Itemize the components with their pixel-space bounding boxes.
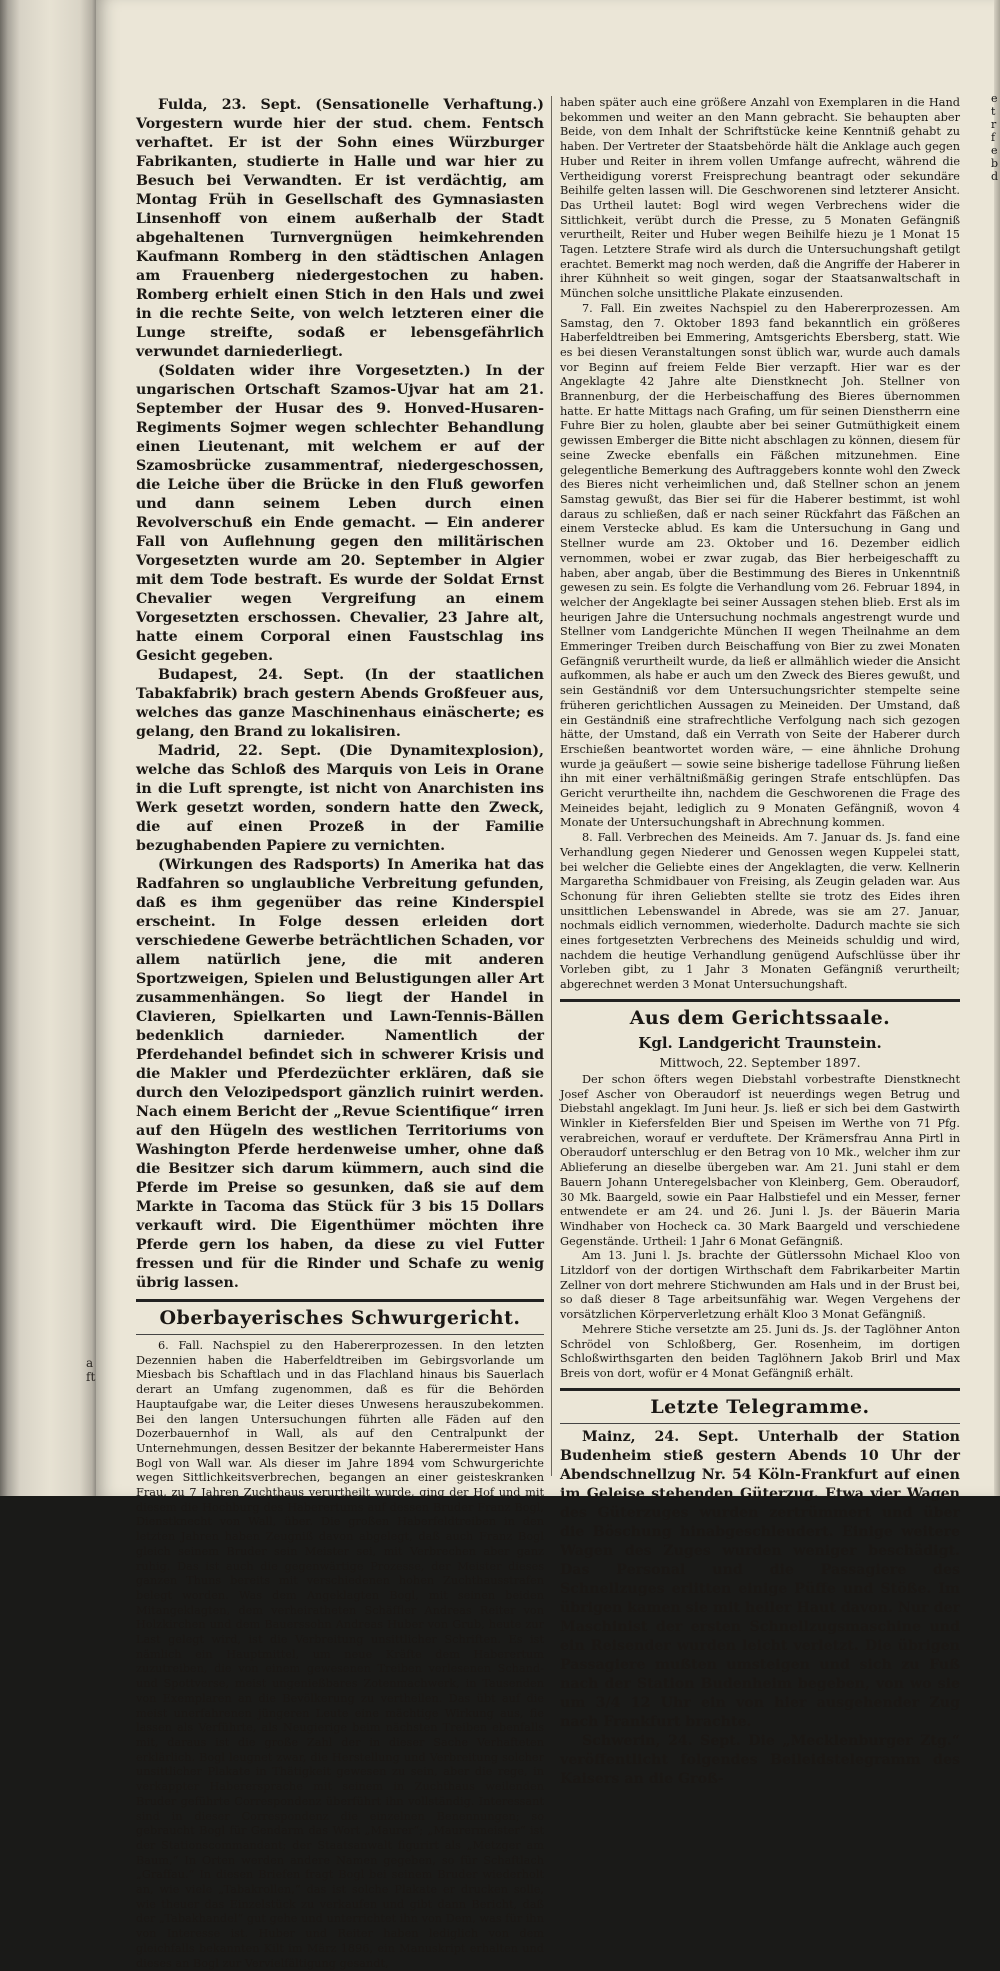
court-subtitle: Kgl. Landgericht Traunstein. — [638, 1033, 882, 1052]
binding-gutter — [0, 0, 96, 1496]
schwurgericht-continuation — [560, 96, 960, 993]
section-divider — [136, 1299, 544, 1302]
case-8-text: 8. Fall. Verbrechen des Meineids. Am 7. Januar ds. Js. fand eine Verhandlung gegen Niederer und Genossen wegen Kuppelei statt, bei welcher die Geliebte eines der Angeklagten, die verw. Kellnerin Margaretha Schmidbauer von Freising, als Zeugin geladen war. Aus Schonung für ihren Geliebten stellte sie trotz des Eides ihren unsittlichen Lebenswandel in Abrede, was sie am 27. Januar, nochmals eidlich vernommen, wiederholte. Dadurch machte sie sich eines fortgesetzten Verbrechens des Meineids schuldig und wird, nachdem die heutige Verhandlung genügend Aufschlüsse über ihr Vorleben gibt, zu 1 Jahr 3 Monaten Gefängniß verurtheilt; abgerechnet werden 3 Monat Untersuchungshaft. — [560, 831, 960, 992]
news-item-radsport: (Wirkungen des Radsports) In Amerika hat das Radfahren so unglaubliche Verbreitung gefunden, daß es ihm gegenüber das reine Kinderspiel erscheint. In Folge dessen erleiden dort verschiedene Gewerbe beträchtlichen Schaden, vor allem natürlich jene, die mit anderen Sportzweigen, Spielen und Belustigungen aller Art zusammenhängen. So liegt der Handel in Clavieren, Spielkarten und Lawn-Tennis-Bällen bedenklich darnieder. Namentlich der Pferdehandel befindet sich in schwerer Krisis und die Makler und Pferdezüchter erklären, daß sie durch den Velozipedsport gänzlich ruinirt werden. Nach einem Bericht der „Revue Scientifique“ irren auf den Hügeln des westlichen Territoriums von Washington Pferde herdenweise umher, ohne daß die Besitzer sich darum kümmern, auch sind die Pferde im Preise so gesunken, daß sie auf dem Markte in Tacoma das Stück für 3 bis 15 Dollars verkauft wird. Die Eigenthümer möchten ihre Pferde gern los haben, da diese zu viel Futter fressen und für die Rinder und Schafe zu wenig übrig lassen. — [136, 857, 544, 1291]
telegram-items — [560, 1428, 960, 1789]
section-title-telegramme: Letzte Telegramme. — [650, 1395, 870, 1418]
case-6-text: 6. Fall. Nachspiel zu den Habererprozessen. In den letzten Dezennien haben die Haberfeldtreiben im Gebirgsvorlande um Miesbach bis Schaftlach und in das Flachland hinaus bis Sauerlach derart an Umfang zugenommen, daß es für die Behörden Hauptaufgabe war, die Leiter dieses Unwesens herauszubekommen. Bei den langen Untersuchungen führten alle Fäden auf den Dozerbauernhof in Wall, als auf den Centralpunkt der Unternehmungen, dessen Besitzer der bekannte Haberermeister Hans Bogl von Wall war. Als dieser im Jahre 1894 vom Schwurgerichte wegen Sittlichkeitsverbrechen, begangen an einer geisteskranken Frau, zu 7 Jahren Zuchthaus verurtheilt wurde, ging der Hof und mit diesem die Hochburg des Haberertums auf dessen Bruder Franz Bogl, Dienstknecht von Wall, über. Die großen Haberfeldtreiben in den letzten Jahren haben Zeugniß davon abgelegt, daß auch Franz Bogl gleich seinem Bruder sein Meister sei, mit Verbrechen aber ganz ruhig. Das ist auch die gegenwärtige Prozesse, der Meister dieses ganzen Thuns bereits mit verschiedenen hohen Zuchthausstrafen belegt worden. Was dem Angeklagten Bogl, mit seinen beiden Mitangeklagten, dem verheiratheten Schäffler Andreas Reiter von Holzkirchen und dem Bauerssohn Andreas Huber von Grub, heute zur Last gelegt wird, ist die Verbreitung unsittlicher Schriften. Es ist nämlich ein Hauptmittel, um neue Kräfte dem Haberertum zuzutreiben, die von einem gewesenen Treiben verlesenen Schand- und Spottverse, meist ungenießbares Zotenmachwerk, in Tausenden von Exemplaren an die Bevölkerung zu vertheilen. Das übt auf die meist unerfahrenen jüngeren Leute eine mächtige Wirkung aus, fie lassen als Verführte, als Neugierige beim nächsten Treiben ebenfalls mit, daraus ist die große Zahl der in dieser Sache Verhafteten erklärlich. Bogl leugnet zwar, die Herstellung und Verbreitung solcher unsittlicher Plakate in Thätigkeit gewesen zu sein, aber die rege, in verkappter Haberersprache mit seinem in Zuchthaus weilenden Bruder geführte Correspondenz überführt ihn vollständig. Interessant sind in dieser Correspondenz die einzelnen Benennungen; so gebraucht Bogl für Gendarm das Wort „Maurer“; „Maurermeister“ ist der Stationscommandant; der Staatsanwalt figurirt als „Metzger am Baum,“ In Orten werden andere Namen gegeben, so für Schaftlach „Graffau.“ In diesen Briefen fragt Bogl bei seinem Bruder wiederholt an, wie viele „Tabakrollen,“ das ist solche Plakate er drucken solle, wie theuer das Einzelstück zu verkaufen und gibt dann Bericht, daß der „Tabakhandel“ gut gehe und unterrichtet ihn von Dem, was für ihn von Interesse ist. Huber und Reiter haben lediglich von dem gleichfalls bekannten Kilt im März 1896, ein Manuskript erhalten und dieses an Bogl zur Vervielfältigung gesandt, — [136, 1339, 544, 1970]
right-column — [560, 96, 960, 1789]
left-column — [136, 96, 544, 1971]
section-divider — [560, 1388, 960, 1391]
news-item-madrid: Madrid, 22. Sept. (Die Dynamitexplosion), welche das Schloß des Marquis von Leis in Orane in die Luft sprengte, ist nicht von Anarchisten ins Werk gesetzt worden, sondern hatte den Zweck, die auf einen Prozeß in der Familie bezughabenden Papiere zu vernichten. — [136, 743, 544, 854]
newspaper-page — [96, 0, 1000, 1970]
court-item: Der schon öfters wegen Diebstahl vorbestrafte Dienstknecht Josef Ascher von Oberaudorf ist neuerdings wegen Betrug und Diebstahl angeklagt. Im Juni heur. Js. ließ er sich bei dem Gastwirth Winkler in Kiefersfelden Bier und Speisen im Werthe von 71 Pfg. verabreichen, worauf er verduftete. Der Krämersfrau Anna Pirtl in Oberaudorf unterschlug er den Betrag von 10 Mk., welcher ihm zur Ablieferung an dieselbe übergeben war. Am 21. Juni stahl er dem Bauern Johann Unteregelsbacher von Kleinberg, Gem. Oberaudorf, 30 Mk. Baargeld, sowie ein Paar Halbstiefel und ein Messer, ferner entwendete er am 24. und 26. Juni l. Js. der Bäuerin Maria Windhaber von Hocheck ca. 30 Mark Baargeld und verschiedene Gegenstände. Urtheil: 1 Jahr 6 Monat Gefängniß. — [560, 1072, 960, 1248]
section-divider — [560, 999, 960, 1002]
news-item-budapest: Budapest, 24. Sept. (In der staatlichen Tabakfabrik) brach gestern Abends Großfeuer aus, welches das ganze Maschinenhaus einäscherte; es gelang, den Brand zu lokalisiren. — [136, 667, 544, 740]
news-items — [136, 96, 544, 1293]
schwurgericht-text — [136, 1339, 544, 1971]
section-title-schwurgericht: Oberbayerisches Schwurgericht. — [159, 1307, 521, 1329]
case-7-text: 7. Fall. Ein zweites Nachspiel zu den Habererprozessen. Am Samstag, den 7. Oktober 1893 fand bekanntlich ein größeres Haberfeldtreiben bei Emmering, Amtsgerichts Ebersberg, statt. Wie es bei diesen Veranstaltungen sonst üblich war, wurde auch damals vor Beginn auf freiem Felde Bier verzapft. Hier war es der Angeklagte 42 Jahre alte Dienstknecht Joh. Stellner von Brannenburg, der die Herbeischaffung des Bieres übernommen hatte. Er hatte Mittags nach Grafing, um für seinen Dienstherrn eine Fuhre Bier zu holen, glaubte aber bei seiner Gutmüthigkeit einem gewissen Emberger die Bitte nicht abschlagen zu können, diesem für seine Zwecke ebenfalls ein Fäßchen mitzunehmen. Eine gelegentliche Bemerkung des Auftraggebers konnte wohl den Zweck des Bieres nicht verheimlichen und, daß Stellner schon an jenem Samstag gewußt, das Bier sei für die Haberer bestimmt, ist wohl daraus zu schließen, daß er nach seiner Rückfahrt das Fäßchen an einem Verstecke ablud. Es kam die Untersuchung in Gang und Stellner wurde am 23. Oktober und 16. Dezember eidlich vernommen, wobei er zwar zugab, das Bier herbeigeschafft zu haben, aber angab, über die Bestimmung des Bieres in Unkenntniß gewesen zu sein. Es folgte die Verhandlung vom 26. Februar 1894, in welcher der Angeklagte bei seiner Aussagen stehen blieb. Erst als im heurigen Jahre die Untersuchung nochmals angestrengt wurde und Stellner vom Landgerichte München II wegen Theilnahme an dem Emmeringer Treiben durch Beischaffung von Bier zu zwei Monaten Gefängniß verurtheilt wurde, da ließ er allmählich wieder die Ansicht aufkommen, als habe er auch um den Zweck des Bieres gewußt, und sein Geständniß vor dem Untersuchungsrichter stempelte seine früheren gerichtlichen Aussagen zu Meineiden. Der Umstand, daß ein Geständniß eine strafrechtliche Verfolgung nach sich gezogen hätte, der Umstand, daß ein Verrath von Seite der Haberer durch Erschießen beantwortet worden wäre, — eine ähnliche Drohung wurde ja geäußert — sowie seine bisherige tadellose Führung ließen ihn mit einer verhältnißmäßig geringen Strafe entschlüpfen. Das Gericht verurtheilte ihn, nachdem die Geschworenen die Frage des Meineides bejaht, lediglich zu 9 Monaten Gefängniß, wovon 4 Monate der Untersuchungshaft in Abrechnung kommen. — [560, 301, 960, 830]
court-items — [560, 1073, 960, 1382]
right-margin-marks: e t r f e b d — [990, 92, 998, 183]
court-date: Mittwoch, 22. September 1897. — [659, 1054, 861, 1070]
court-item: Am 13. Juni l. Js. brachte der Gütlerssohn Michael Kloo von Litzldorf von der dortigen Wirthschaft dem Fabrikarbeiter Martin Zellner von dort mehrere Stichwunden am Hals und in der Brust bei, so daß dieser 8 Tage arbeitsunfähig war. Wegen Vergehens der vorsätzlichen Körperverletzung erhält Kloo 3 Monat Gefängniß. — [560, 1249, 960, 1322]
column-rule — [551, 96, 552, 1476]
court-item: Mehrere Stiche versetzte am 25. Juni ds. Js. der Taglöhner Anton Schrödel von Schloßberg, Ger. Rosenheim, im dortigen Schloßwirthsgarten den beiden Taglöhnern Jakob Brirl und Max Breis von dort, wofür er 4 Monat Gefängniß erhält. — [560, 1322, 960, 1380]
section-title-gerichtssaal: Aus dem Gerichtssaale. — [629, 1006, 891, 1029]
section-divider-thin — [136, 1334, 544, 1335]
telegram-schwerin: Schwerin, 24. Sept. Die „Mecklenburger Ztg.“ veröffentlicht folgendes Beileidstelegramm des Kaisers an die Groß- — [560, 1732, 960, 1787]
page-edge — [994, 0, 1000, 1496]
case-6-continuation: haben später auch eine größere Anzahl von Exemplaren in die Hand bekommen und weiter an den Mann gebracht. Sie behaupten aber Beide, von dem Inhalt der Schriftstücke keine Kenntniß gehabt zu haben. Der Vertreter der Staatsbehörde hält die Anklage auch gegen Huber und Reiter in ihrem vollen Umfange aufrecht, während die Vertheidigung vorerst Freisprechung beantragt oder sekundäre Beihilfe gelten lassen will. Die Geschworenen sind letzterer Ansicht. Das Urtheil lautet: Bogl wird wegen Verbrechens wider die Sittlichkeit, verübt durch die Presse, zu 5 Monaten Gefängniß verurtheilt, Reiter und Huber wegen Beihilfe hiezu je 1 Monat 15 Tagen. Letztere Strafe wird als durch die Untersuchungshaft getilgt erachtet. Bemerkt mag noch werden, daß die Angriffe der Haberer in ihrer Kühnheit so weit gingen, sogar der Staatsanwaltschaft in München solche unsittliche Plakate einzusenden. — [560, 96, 960, 301]
section-divider-thin — [560, 1423, 960, 1424]
news-item-soldiers: (Soldaten wider ihre Vorgesetzten.) In der ungarischen Ortschaft Szamos-Ujvar hat am 21. September der Husar des 9. Honved-Husaren-Regiments Sojmer wegen schlechter Behandlung einen Lieutenant, mit welchem er auf der Szamosbrücke zusammentraf, niedergeschossen, die Leiche über die Brücke in den Fluß geworfen und dann seinem Leben durch einen Revolverschuß ein Ende gemacht. — Ein anderer Fall von Auflehnung gegen den militärischen Vorgesetzten wurde am 20. September in Algier mit dem Tode bestraft. Es wurde der Soldat Ernst Chevalier wegen Vergreifung an einem Vorgesetzten erschossen. Chevalier, 23 Jahre alt, hatte einem Corporal einen Faustschlag ins Gesicht gegeben. — [136, 363, 544, 664]
previous-page-fragment: a ft — [86, 1356, 96, 1384]
news-item-fulda: Fulda, 23. Sept. (Sensationelle Verhaftung.) Vorgestern wurde hier der stud. chem. Fentsch verhaftet. Er ist der Sohn eines Würzburger Fabrikanten, studierte in Halle und war hier zu Besuch bei Verwandten. Er ist verdächtig, am Montag Früh in Gesellschaft des Gymnasiasten Linsenhoff von einem außerhalb der Stadt abgehaltenen Turnvergnügen heimkehrenden Kaufmann Romberg in den städtischen Anlagen am Frauenberg niedergestochen zu haben. Romberg erhielt einen Stich in den Hals und zwei in die rechte Seite, von welch letzteren einer die Lunge streifte, sodaß er lebensgefährlich verwundet darniederliegt. — [136, 97, 544, 360]
telegram-mainz: Mainz, 24. Sept. Unterhalb der Station Budenheim stieß gestern Abends 10 Uhr der Abendschnellzug Nr. 54 Köln-Frankfurt auf einen im Geleise stehenden Güterzug. Etwa vier Wagen des Güterzuges wurden zertrümmert und über die Böschung hinabgeschleudert. Einige weitere Wagen des Zuges wurden weniger beschädigt. Das Personal und die Passagiere des Schnellzuges erlitten einige Püffe und Stöße. Im übrigen kamen sie mit heiler Haut davon. Nur der Maschinist der ersten Schnellzugsmaschine und ein Reisender wurden leicht verletzt. Die übrigen Passagiere mußten umsteigen und sich zu Fuß nach der Station Budenheim begeben, von wo sie um 3/4 12 Uhr ein von hier ausgehender Zug nach Frankfurt brachte. — [560, 1428, 960, 1730]
